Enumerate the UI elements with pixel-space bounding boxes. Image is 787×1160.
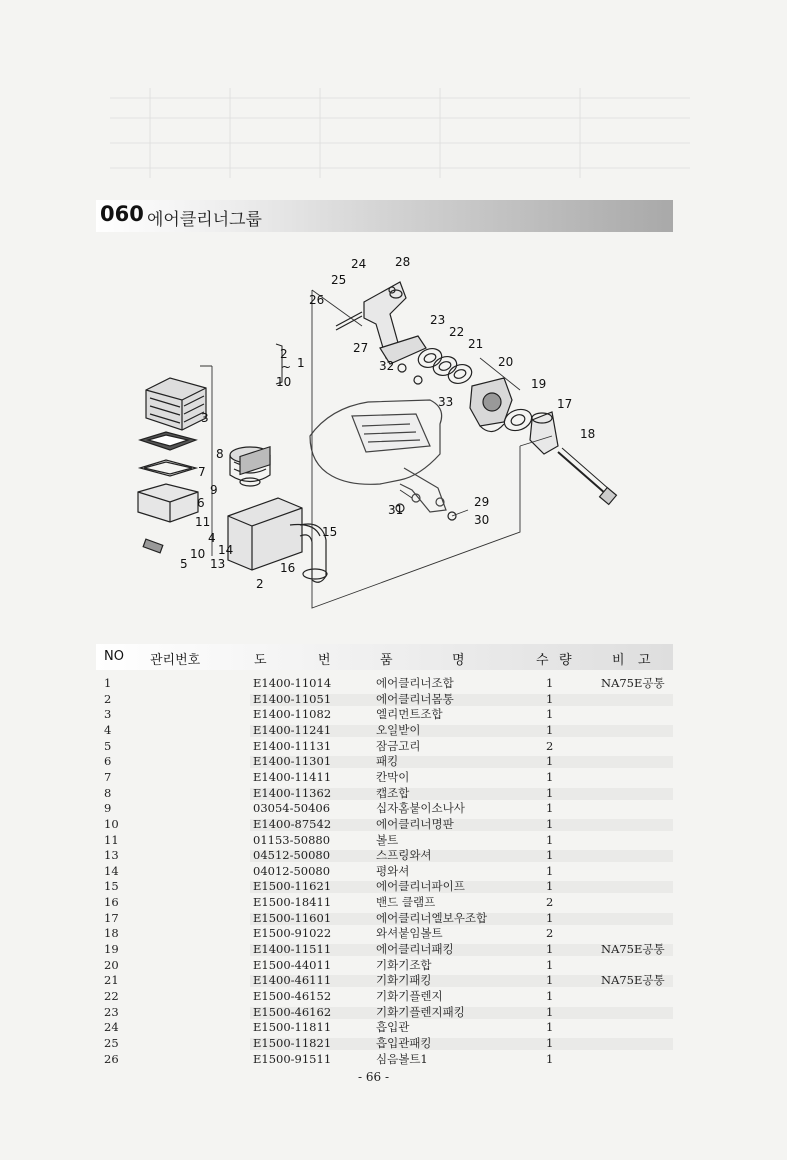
part-name: 에어클리너조합	[376, 676, 454, 690]
callout-label: 30	[474, 513, 490, 527]
part-number: E1400-11014	[253, 676, 332, 690]
callout-label: 17	[557, 397, 573, 411]
col-name-b: 명	[452, 653, 465, 668]
row-no: 9	[104, 801, 112, 816]
part-number: E1500-46152	[253, 989, 332, 1003]
part-name: 심음볼트1	[376, 1051, 428, 1066]
part-number: E1500-11621	[253, 879, 332, 894]
part-number: 01153-50880	[253, 832, 331, 847]
part-name: 흡입관	[376, 1020, 410, 1035]
quantity: 1	[546, 989, 554, 1003]
part-name: 스프링와셔	[376, 848, 432, 863]
part-number: E1500-44011	[253, 957, 332, 972]
part-number: E1500-11811	[253, 1020, 332, 1035]
callout-label: 23	[430, 313, 446, 327]
part-number: E1400-11131	[253, 738, 332, 753]
page-number: - 66 -	[358, 1070, 390, 1084]
row-no: 14	[104, 863, 119, 878]
table-row	[0, 707, 787, 723]
quantity: 1	[546, 957, 554, 972]
part-number: E1500-11601	[253, 910, 332, 925]
row-no: 22	[104, 989, 119, 1003]
callout-label: 5	[180, 557, 188, 571]
row-no: 7	[104, 769, 112, 784]
quantity: 1	[546, 816, 554, 831]
callout-label: 14	[218, 543, 234, 557]
table-row	[0, 739, 787, 755]
quantity: 1	[546, 769, 554, 784]
intake-pipe-drawing	[336, 282, 426, 364]
part-name: 오일받이	[376, 722, 421, 737]
callout-label: 6	[197, 496, 205, 510]
table-row	[0, 754, 787, 770]
quantity: 1	[546, 801, 554, 816]
part-name: 기화기플렌지	[376, 989, 443, 1003]
row-no: 2	[104, 691, 112, 706]
quantity: 1	[546, 1035, 554, 1050]
callout-label: 25	[331, 273, 347, 287]
table-row	[0, 942, 787, 958]
quantity: 1	[546, 785, 554, 800]
callout-label: 11	[195, 515, 211, 529]
part-name: 에어클리너엘보우조합	[376, 910, 488, 925]
part-name: 에어클리너몸통	[376, 691, 454, 706]
table-row	[0, 926, 787, 942]
callout-label: 19	[531, 377, 547, 391]
col-note-a: 비	[612, 653, 625, 668]
section-number: 060	[100, 202, 144, 226]
callout-label: 31	[388, 503, 404, 517]
row-no: 8	[104, 785, 112, 800]
callout-label: 27	[353, 341, 369, 355]
row-no: 18	[104, 926, 119, 941]
table-row	[0, 958, 787, 974]
table-row	[0, 911, 787, 927]
quantity: 1	[546, 676, 554, 690]
long-bolt-drawing	[558, 448, 616, 504]
elbow-drawing	[530, 412, 558, 454]
quantity: 1	[546, 1051, 554, 1066]
part-number: E1400-11362	[253, 785, 332, 800]
table-row	[0, 801, 787, 817]
parts-table-header	[96, 644, 673, 670]
part-number: 04012-50080	[253, 863, 331, 878]
table-row	[0, 1020, 787, 1036]
quantity: 1	[546, 754, 554, 769]
remark: NA75E공통	[601, 676, 665, 690]
row-no: 15	[104, 879, 119, 894]
part-name: 기화기패킹	[376, 973, 432, 988]
quantity: 1	[546, 973, 554, 988]
callout-label: ~	[281, 360, 292, 374]
part-number: E1500-91511	[253, 1051, 332, 1066]
callout-label: 7	[198, 465, 206, 479]
col-mgmt: 관리번호	[150, 653, 201, 668]
row-no: 10	[104, 816, 119, 831]
exploded-parts-diagram	[100, 240, 660, 630]
callout-label: 2	[256, 577, 264, 591]
table-row	[0, 1005, 787, 1021]
callout-label: 29	[474, 495, 490, 509]
callout-label: 18	[580, 427, 596, 441]
row-no: 13	[104, 848, 119, 863]
part-name: 에어클리너파이프	[376, 879, 465, 894]
col-part-b: 번	[318, 653, 331, 668]
table-row	[0, 676, 787, 692]
part-number: E1500-46162	[253, 1004, 332, 1019]
part-number: 04512-50080	[253, 848, 331, 863]
part-name: 밴드 클램프	[376, 895, 436, 910]
row-no: 17	[104, 910, 119, 925]
quantity: 2	[546, 895, 554, 910]
table-row	[0, 973, 787, 989]
row-no: 6	[104, 754, 112, 769]
bleed-through-table	[110, 88, 690, 178]
callout-label: 15	[322, 525, 338, 539]
table-row	[0, 770, 787, 786]
col-qty-a: 수	[536, 653, 549, 668]
part-number: E1500-91022	[253, 926, 332, 941]
table-row	[0, 833, 787, 849]
part-number: E1400-11511	[253, 942, 332, 957]
table-row	[0, 1052, 787, 1068]
table-row	[0, 786, 787, 802]
carburetor-drawing	[470, 378, 512, 432]
row-no: 16	[104, 895, 119, 910]
row-no: 20	[104, 957, 119, 972]
row-no: 1	[104, 676, 112, 690]
callout-label: 20	[498, 355, 514, 369]
quantity: 2	[546, 926, 554, 941]
part-number: 03054-50406	[253, 801, 331, 816]
part-name: 흡입관패킹	[376, 1035, 432, 1050]
row-no: 4	[104, 722, 112, 737]
table-row	[0, 723, 787, 739]
table-row	[0, 817, 787, 833]
part-number: E1400-46111	[253, 973, 332, 988]
callout-label: 33	[438, 395, 454, 409]
table-row	[0, 879, 787, 895]
remark: NA75E공통	[601, 942, 665, 957]
quantity: 1	[546, 848, 554, 863]
row-no: 3	[104, 707, 112, 722]
table-row	[0, 848, 787, 864]
engine-outline-drawing	[310, 400, 446, 512]
col-part-a: 도	[254, 653, 267, 668]
table-row	[0, 1036, 787, 1052]
quantity: 1	[546, 910, 554, 925]
quantity: 1	[546, 1020, 554, 1035]
callout-label: 2	[280, 347, 288, 361]
callout-label: 4	[208, 531, 216, 545]
part-name: 볼트	[376, 832, 399, 847]
quantity: 1	[546, 879, 554, 894]
table-row	[0, 989, 787, 1005]
part-number: E1400-11411	[253, 769, 332, 784]
part-number: E1400-11082	[253, 707, 332, 722]
part-name: 평와셔	[376, 863, 410, 878]
callout-label: 3	[201, 411, 209, 425]
col-name-a: 품	[380, 653, 393, 668]
part-name: 기화기플렌지패킹	[376, 1004, 465, 1019]
part-name: 칸막이	[376, 769, 410, 784]
part-name: 에어클리너패킹	[376, 942, 454, 957]
part-number: E1400-11051	[253, 691, 332, 706]
callout-label: 26	[309, 293, 325, 307]
col-qty-b: 량	[559, 653, 572, 668]
callout-label: 24	[351, 257, 367, 271]
remark: NA75E공통	[601, 973, 665, 988]
quantity: 1	[546, 1004, 554, 1019]
quantity: 2	[546, 738, 554, 753]
part-number: E1500-18411	[253, 895, 332, 910]
row-no: 25	[104, 1035, 119, 1050]
row-no: 21	[104, 973, 119, 988]
quantity: 1	[546, 832, 554, 847]
row-no: 24	[104, 1020, 119, 1035]
section-header	[96, 200, 673, 232]
section-title: 에어클리너그룹	[147, 210, 262, 230]
part-number: E1400-11241	[253, 722, 332, 737]
row-no: 19	[104, 942, 119, 957]
part-number: E1500-11821	[253, 1035, 332, 1050]
callout-label: 21	[468, 337, 484, 351]
callout-label: 10	[276, 375, 292, 389]
quantity: 1	[546, 863, 554, 878]
part-name: 에어클리너명판	[376, 816, 454, 831]
row-no: 23	[104, 1004, 119, 1019]
table-row	[0, 864, 787, 880]
part-name: 엘리먼트조합	[376, 707, 443, 722]
part-name: 패킹	[376, 754, 399, 769]
callout-label: 9	[210, 483, 218, 497]
callout-label: 1	[297, 356, 305, 370]
part-name: 십자홈붙이소나사	[376, 801, 465, 816]
air-cleaner-body-drawing	[228, 447, 326, 582]
callout-label: 28	[395, 255, 411, 269]
row-no: 11	[104, 832, 119, 847]
quantity: 1	[546, 707, 554, 722]
callout-label: 10	[190, 547, 206, 561]
table-row	[0, 895, 787, 911]
quantity: 1	[546, 691, 554, 706]
part-name: 잠금고리	[376, 738, 421, 753]
callout-label: 22	[449, 325, 465, 339]
callout-label: 16	[280, 561, 296, 575]
part-name: 캡조합	[376, 785, 410, 800]
row-no: 26	[104, 1051, 119, 1066]
row-no: 5	[104, 738, 112, 753]
quantity: 1	[546, 942, 554, 957]
callout-label: 8	[216, 447, 224, 461]
callout-label: 13	[210, 557, 226, 571]
part-name: 와셔붙임볼트	[376, 926, 443, 941]
part-number: E1400-87542	[253, 816, 332, 831]
part-number: E1400-11301	[253, 754, 332, 769]
col-no: NO	[104, 649, 124, 664]
col-note-b: 고	[638, 653, 651, 668]
quantity: 1	[546, 722, 554, 737]
callout-label: 32	[379, 359, 395, 373]
part-name: 기화기조합	[376, 957, 432, 972]
table-row	[0, 692, 787, 708]
